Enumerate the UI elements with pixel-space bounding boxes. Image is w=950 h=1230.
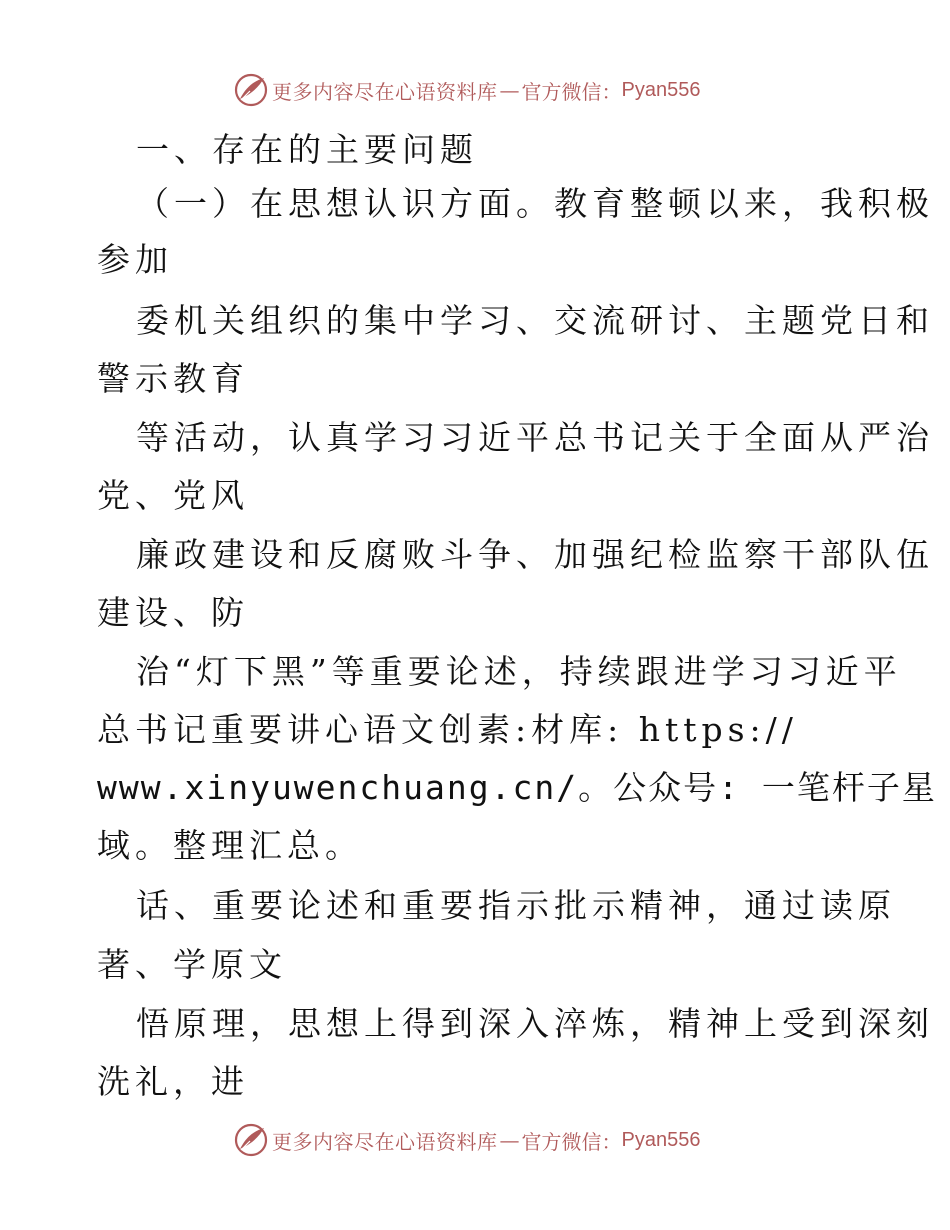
paragraph-line: 等活动，认真学习习近平总书记关于全面从严治 [136,418,934,457]
paragraph-line: 党、党风 [97,476,249,515]
quill-pen-logo-icon [234,73,268,107]
section-heading: 一、存在的主要问题 [136,130,478,169]
paragraph-line: 委机关组织的集中学习、交流研讨、主题党日和 [136,301,934,340]
banner-wechat-label: 官方微信： [521,1129,622,1154]
banner-dash: — [499,1128,520,1152]
banner-slogan: 更多内容尽在心语资料库 [272,1129,498,1154]
paragraph-line: 建设、防 [97,593,249,632]
paragraph-line: 话、重要论述和重要指示批示精神，通过读原 [136,886,896,925]
quill-pen-logo-icon [234,1123,268,1157]
banner-slogan: 更多内容尽在心语资料库 [272,79,498,104]
paragraph-line: 参加 [97,240,173,279]
paragraph-line: 总书记重要讲心语文创素:材库: https:// [97,710,798,749]
header-banner [234,72,700,108]
paragraph-line: 悟原理，思想上得到深入淬炼，精神上受到深刻 [136,1004,934,1043]
banner-wechat-id: Pyan556 [621,1128,701,1151]
paragraph-line: 洗礼，进 [97,1062,249,1101]
banner-wechat-id: Pyan556 [621,78,701,101]
paragraph-line: 警示教育 [97,359,249,398]
banner-wechat-label: 官方微信： [521,79,622,104]
banner-dash: — [499,78,520,102]
paragraph-line: 著、学原文 [97,945,287,984]
paragraph-line: 治“灯下黑”等重要论述，持续跟进学习习近平 [136,652,902,691]
paragraph-line: 域。整理汇总。 [97,826,363,865]
paragraph-line-url: www.xinyuwenchuang.cn/。公众号: 一笔杆子星 [97,768,937,807]
paragraph-line: 廉政建设和反腐败斗争、加强纪检监察干部队伍 [136,535,934,574]
paragraph-line: （一）在思想认识方面。教育整顿以来，我积极 [136,184,934,223]
footer-banner [234,1122,700,1158]
